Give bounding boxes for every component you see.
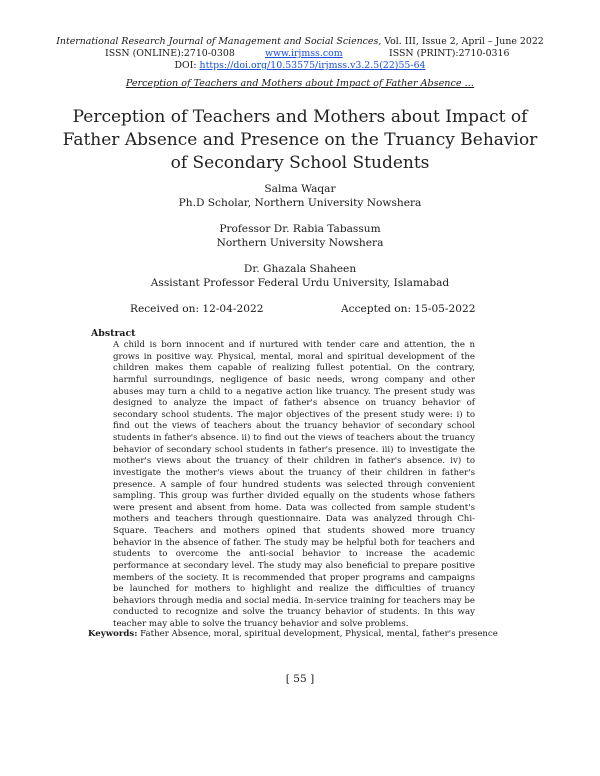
paper-title: Perception of Teachers and Mothers about Impact of Father Absence and Presence on the Truancy Behavior of Secondary School Students xyxy=(62,107,538,173)
received-date: Received on: 12-04-2022 xyxy=(130,303,264,315)
author-affiliation: Northern University Nowshera xyxy=(216,237,384,249)
journal-name: International Research Journal of Management and Social Sciences, xyxy=(56,36,382,47)
keywords-list: Father Absence, moral, spiritual development, Physical, mental, father's presence xyxy=(137,629,498,639)
author-name: Dr. Ghazala Shaheen xyxy=(243,263,357,275)
doi-label: DOI: xyxy=(174,60,200,71)
accepted-date: Accepted on: 15-05-2022 xyxy=(341,303,476,315)
doi-link[interactable]: https://doi.org/10.53575/irjmss.v3.2.5(22)55-64 xyxy=(199,60,426,71)
author-affiliation: Assistant Professor Federal Urdu University, Islamabad xyxy=(150,277,450,289)
page-number: [ 55 ] xyxy=(285,673,315,685)
issn-online: ISSN (ONLINE):2710-0308 xyxy=(105,48,235,59)
journal-issue: Vol. III, Issue 2, April – June 2022 xyxy=(381,36,544,47)
issn-print: ISSN (PRINT):2710-0316 xyxy=(389,48,510,59)
author-affiliation: Ph.D Scholar, Northern University Nowshera xyxy=(178,197,422,209)
author-name: Professor Dr. Rabia Tabassum xyxy=(219,223,381,235)
abstract-heading: Abstract xyxy=(91,328,136,339)
running-title: Perception of Teachers and Mothers about Impact of Father Absence … xyxy=(125,78,475,89)
abstract-text: A child is born innocent and if nurtured with tender care and attention, the n grows in positive way. Physical, mental, moral and spiritual development of the children makes them capable of realizing fullest potential. On the contrary, harmful surroundings, negligence of basic needs, wrong company and other abuses may turn a child to a negative action like truancy. The present study was designed to analyze the impact of father's absence on truancy behavior of secondary school students. The major objectives of the present study were: i) to find out the views of teachers about the truancy behavior of secondary school students in father's absence. ii) to find out the views of teachers about the truancy behavior of secondary school students in father's presence. iii) to investigate the mother's views about the truancy of their children in father's absence. iv) to investigate the mother's views about the truancy of their children in father's presence. A sample of four hundred students was selected through convenient sampling. This group was further divided equally on the students whose fathers were present and absent from home. Data was collected from sample student's mothers and teachers through questionnaire. Data was analyzed through Chi-Square. Teachers and mothers opined that students showed more truancy behavior in the absence of father. The study may be helpful both for teachers and students to overcome the anti-social behavior to increase the academic performance at secondary level. The study may also beneficial to prepare positive members of the society. It is recommended that proper programs and campaigns be launched for mothers to highlight and realize the difficulties of truancy behaviors through media and social media. In-service training for teachers may be conducted to recognize and solve the truancy behavior of students. In this way teacher may able to solve the truancy behavior and solve problems. xyxy=(113,340,475,629)
keywords xyxy=(88,628,508,640)
journal-citation xyxy=(0,36,600,48)
keywords-label: Keywords: xyxy=(88,629,138,639)
doi-line xyxy=(0,60,600,72)
journal-website-link[interactable]: www.irjmss.com xyxy=(265,48,343,59)
author-name: Salma Waqar xyxy=(264,183,336,195)
